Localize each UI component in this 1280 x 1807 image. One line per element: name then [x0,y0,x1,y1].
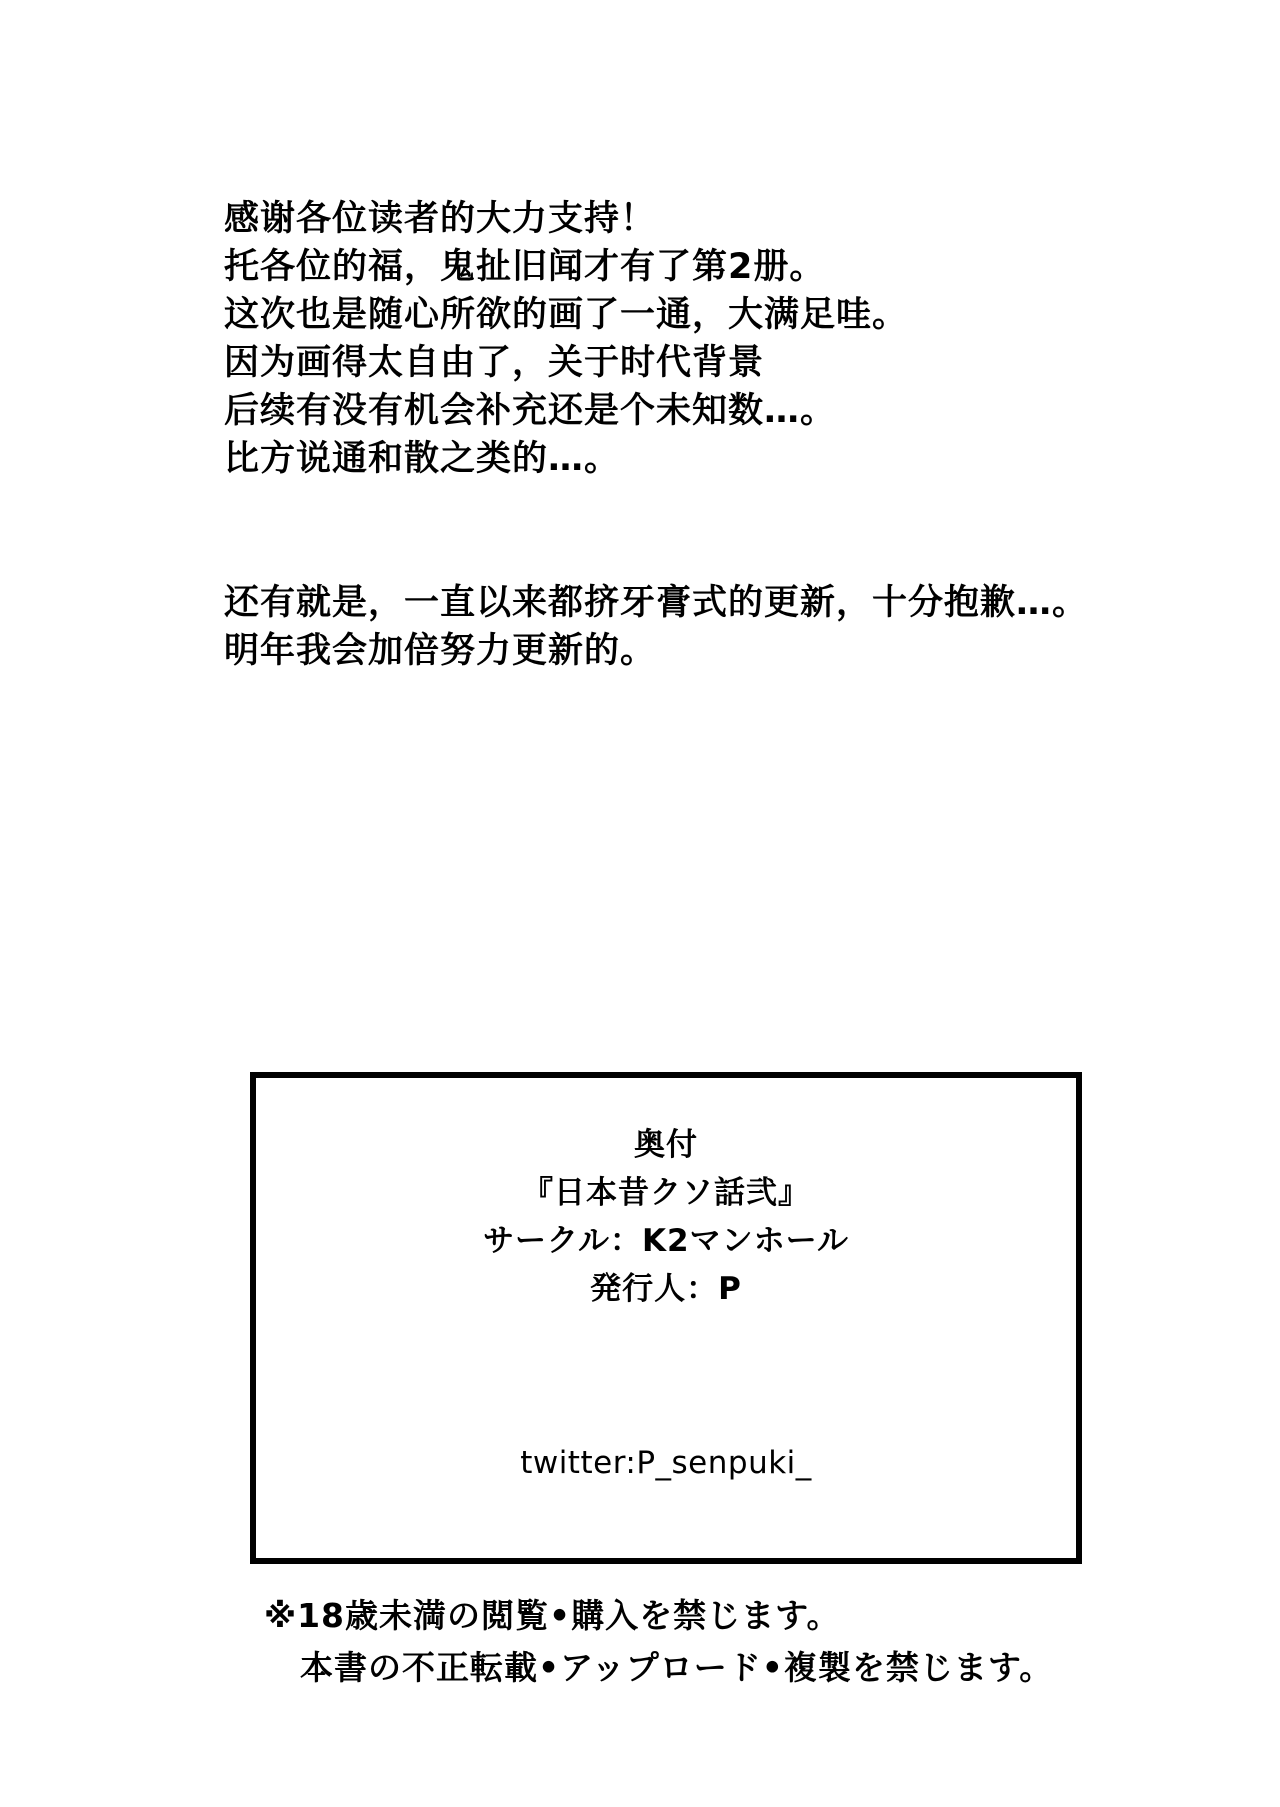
book-title: 『日本昔クソ話弐』 [522,1175,810,1211]
afterword-line: 这次也是随心所欲的画了一通，大满足哇。 [224,295,909,335]
circle-name: サークル：K2マンホール [482,1223,850,1259]
afterword-text [224,195,1224,675]
afterword-line: 比方说通和散之类的…。 [224,439,621,479]
legal-notices [264,1590,1164,1694]
publisher-name: 発行人：P [590,1271,742,1307]
afterword-line: 后续有没有机会补充还是个未知数…。 [224,391,837,431]
colophon-info [256,1121,1076,1313]
afterword-line: 托各位的福，鬼扯旧闻才有了第2册。 [224,247,826,287]
age-restriction-notice: ※18歳未満の閲覧•購入を禁じます。 [264,1596,841,1635]
colophon-heading: 奥付 [634,1127,698,1163]
afterword-line: 还有就是，一直以来都挤牙膏式的更新，十分抱歉…。 [224,583,1089,623]
twitter-handle: twitter:P_senpuki_ [520,1445,812,1481]
afterword-line: 感谢各位读者的大力支持！ [224,199,657,239]
copyright-notice: 本書の不正転載•アップロード•複製を禁じます。 [300,1648,1054,1687]
afterword-line: 明年我会加倍努力更新的。 [224,631,657,671]
colophon-box [250,1072,1082,1564]
afterword-line: 因为画得太自由了，关于时代背景 [224,343,765,383]
paragraph-spacer [224,483,1224,579]
